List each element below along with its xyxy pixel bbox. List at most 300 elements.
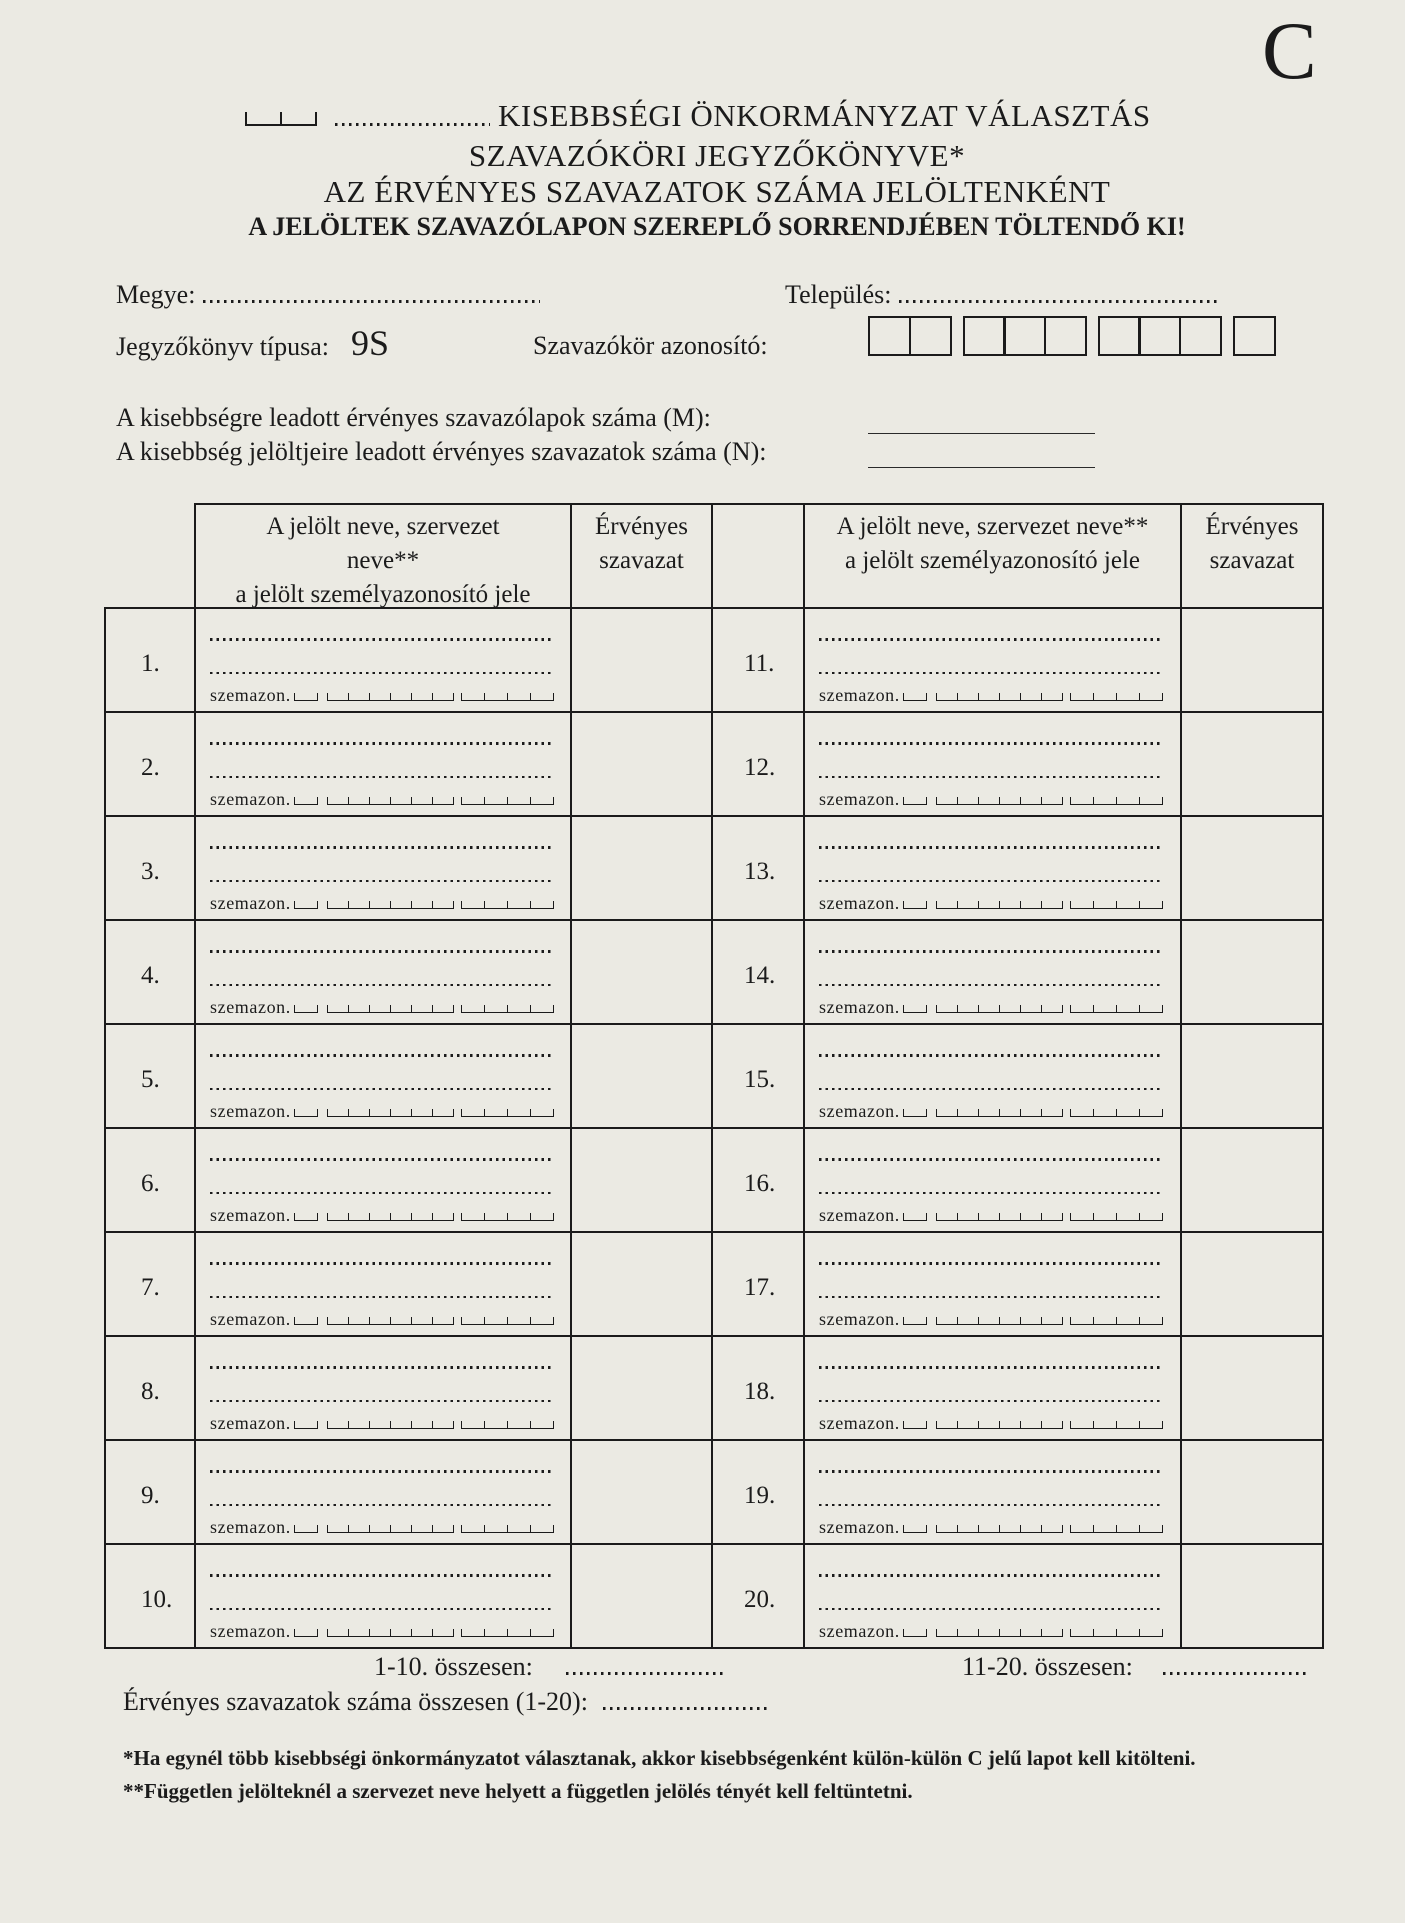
footnote-2: **Független jelölteknél a szervezet neve helyett a független jelölés tényét kell feltüntetni. [123, 1779, 913, 1803]
candidate-fill [805, 1233, 1180, 1331]
id-digit-box [530, 1525, 554, 1533]
id-digit-box [936, 1005, 957, 1013]
id-digit-box [432, 1005, 454, 1013]
header-spacer [105, 504, 195, 608]
id-digit-box [1070, 1213, 1093, 1221]
candidate-fill [196, 817, 570, 915]
id-digit-box [1093, 797, 1116, 805]
name-fill-line [819, 1296, 1162, 1299]
county-fill-dots [203, 300, 540, 303]
id-digit-box [411, 1109, 432, 1117]
candidate-fill [196, 1441, 570, 1539]
header-line: A jelölt neve, szervezet [266, 513, 500, 540]
personal-id-label: szemazon. [210, 1621, 291, 1641]
personal-id-boxes [294, 1421, 318, 1429]
id-digit-box [978, 1317, 999, 1325]
district-id-group [1233, 316, 1276, 356]
id-digit-box [957, 1629, 978, 1637]
candidate-fill [805, 817, 1180, 915]
id-digit-box [1093, 901, 1116, 909]
digit-box [1003, 316, 1046, 356]
id-digit-box [294, 693, 318, 701]
personal-id-label: szemazon. [819, 1413, 900, 1433]
header-line: Érvényes [594, 513, 689, 540]
name-fill-line [210, 1574, 552, 1577]
id-digit-box [432, 901, 454, 909]
row-number: 8. [141, 1378, 160, 1405]
name-fill-line [819, 672, 1162, 675]
row-number-cell [105, 816, 195, 920]
digit-box [1179, 316, 1222, 356]
personal-id-row [210, 1205, 552, 1225]
header-votes-left [571, 504, 712, 608]
id-digit-box [1139, 1005, 1163, 1013]
id-digit-box [1139, 1317, 1163, 1325]
district-id-field [533, 326, 768, 366]
personal-id-boxes [1070, 1525, 1163, 1533]
personal-id-boxes [294, 1525, 318, 1533]
personal-id-boxes [294, 1109, 318, 1117]
valid-votes-cell [571, 816, 712, 920]
id-digit-box [936, 1213, 957, 1221]
row-number-cell [712, 816, 804, 920]
id-digit-box [369, 1421, 390, 1429]
id-digit-box [957, 1525, 978, 1533]
digit-box [1044, 316, 1087, 356]
id-digit-box [327, 901, 348, 909]
id-digit-box [903, 1421, 927, 1429]
candidate-fill [805, 609, 1180, 707]
candidate-fill [805, 1545, 1180, 1643]
id-digit-box [1041, 693, 1063, 701]
id-digit-box [1020, 1525, 1041, 1533]
candidate-fill [196, 1545, 570, 1643]
name-fill-line [819, 846, 1162, 849]
id-digit-box [461, 1421, 484, 1429]
record-type-field [116, 323, 389, 367]
candidate-cell [804, 1128, 1181, 1232]
name-fill-line [210, 984, 552, 987]
row-number-cell [105, 1024, 195, 1128]
personal-id-boxes [936, 1109, 1063, 1117]
valid-votes-cell [1181, 816, 1323, 920]
id-digit-box [369, 1525, 390, 1533]
candidate-fill [805, 713, 1180, 811]
table-row [105, 816, 1323, 920]
id-digit-box [1093, 1525, 1116, 1533]
id-digit-box [507, 1109, 530, 1117]
id-digit-box [461, 1317, 484, 1325]
id-digit-box [936, 1109, 957, 1117]
id-digit-box [903, 1213, 927, 1221]
personal-id-row [210, 997, 552, 1017]
name-fill-line [819, 1054, 1162, 1057]
id-digit-box [484, 901, 507, 909]
id-digit-box [432, 693, 454, 701]
id-digit-box [999, 1525, 1020, 1533]
id-digit-box [1070, 1109, 1093, 1117]
personal-id-row [819, 1413, 1162, 1433]
candidate-cell [804, 1232, 1181, 1336]
name-fill-line [819, 984, 1162, 987]
personal-id-label: szemazon. [210, 997, 291, 1017]
id-digit-box [411, 1317, 432, 1325]
id-digit-box [294, 797, 318, 805]
id-digit-box [369, 1317, 390, 1325]
table-row [105, 1128, 1323, 1232]
id-digit-box [978, 1421, 999, 1429]
personal-id-row [210, 1517, 552, 1537]
header-line: A jelölt neve, szervezet neve** [836, 513, 1149, 540]
personal-id-boxes [936, 901, 1063, 909]
id-digit-box [411, 901, 432, 909]
row-number-cell [712, 712, 804, 816]
name-fill-line [819, 1158, 1162, 1161]
row-number-cell [105, 1544, 195, 1648]
personal-id-boxes [327, 1109, 454, 1117]
district-id-group [963, 316, 1087, 356]
row-number: 11. [744, 650, 775, 677]
id-digit-box [432, 797, 454, 805]
id-digit-box [348, 1005, 369, 1013]
candidate-cell [195, 816, 571, 920]
id-digit-box [390, 1421, 411, 1429]
id-digit-box [348, 1317, 369, 1325]
id-digit-box [957, 1317, 978, 1325]
personal-id-label: szemazon. [210, 1101, 291, 1121]
id-digit-box [390, 1005, 411, 1013]
name-fill-line [210, 672, 552, 675]
candidate-fill [196, 921, 570, 1019]
id-digit-box [294, 901, 318, 909]
id-digit-box [957, 1109, 978, 1117]
id-digit-box [1070, 1421, 1093, 1429]
personal-id-boxes [327, 797, 454, 805]
name-fill-line [819, 1088, 1162, 1091]
personal-id-boxes [327, 1213, 454, 1221]
id-digit-box [999, 1317, 1020, 1325]
id-digit-box [369, 693, 390, 701]
digit-box [1138, 316, 1181, 356]
id-digit-box [1070, 1005, 1093, 1013]
row-number-cell [712, 1232, 804, 1336]
id-digit-box [369, 1213, 390, 1221]
candidate-cell [804, 1024, 1181, 1128]
candidate-cell [804, 712, 1181, 816]
row-number-cell [105, 1440, 195, 1544]
id-digit-box [411, 1005, 432, 1013]
personal-id-boxes [294, 797, 318, 805]
name-fill-line [819, 1366, 1162, 1369]
id-digit-box [507, 1213, 530, 1221]
name-fill-line [210, 1158, 552, 1161]
id-digit-box [484, 1213, 507, 1221]
id-digit-box [1116, 1421, 1139, 1429]
personal-id-boxes [1070, 1005, 1163, 1013]
name-fill-line [819, 1608, 1162, 1611]
id-digit-box [1070, 1629, 1093, 1637]
id-digit-box [432, 1213, 454, 1221]
id-digit-box [348, 1525, 369, 1533]
row-number: 16. [744, 1170, 776, 1197]
id-digit-box [327, 693, 348, 701]
personal-id-label: szemazon. [210, 685, 291, 705]
id-digit-box [1139, 901, 1163, 909]
personal-id-row [210, 893, 552, 913]
record-type-value: 9S [351, 323, 390, 363]
personal-id-boxes [327, 901, 454, 909]
grand-total [123, 1687, 770, 1717]
district-id-boxes [868, 316, 1276, 356]
code-boxes [245, 112, 317, 126]
id-digit-box [1041, 1109, 1063, 1117]
candidate-fill [805, 1129, 1180, 1227]
valid-votes-cell [1181, 1024, 1323, 1128]
id-digit-box [1139, 797, 1163, 805]
candidate-fill [196, 1025, 570, 1123]
table-row [105, 712, 1323, 816]
title-text-1: KISEBBSÉGI ÖNKORMÁNYZAT VÁLASZTÁS [498, 98, 1151, 133]
row-number: 3. [141, 858, 160, 885]
id-digit-box [1116, 797, 1139, 805]
id-digit-box [1070, 797, 1093, 805]
valid-votes-cell [1181, 1544, 1323, 1648]
personal-id-label: szemazon. [819, 1621, 900, 1641]
personal-id-boxes [294, 1317, 318, 1325]
personal-id-boxes [903, 1109, 927, 1117]
row-number: 20. [744, 1586, 776, 1613]
form-letter: C [1262, 5, 1317, 96]
id-digit-box [507, 1525, 530, 1533]
id-digit-box [936, 1525, 957, 1533]
personal-id-boxes [936, 1421, 1063, 1429]
id-digit-box [507, 797, 530, 805]
candidate-fill [196, 609, 570, 707]
id-digit-box [461, 901, 484, 909]
valid-votes-cell [571, 1544, 712, 1648]
district-id-group [868, 316, 952, 356]
table-row [105, 1440, 1323, 1544]
candidate-cell [804, 1336, 1181, 1440]
id-digit-box [1020, 1421, 1041, 1429]
id-digit-box [957, 693, 978, 701]
row-number: 9. [141, 1482, 160, 1509]
subtotal-11-20-label: 11-20. összesen: [962, 1652, 1133, 1681]
row-number-cell [105, 1128, 195, 1232]
personal-id-boxes [461, 693, 554, 701]
personal-id-boxes [1070, 1109, 1163, 1117]
personal-id-boxes [461, 1005, 554, 1013]
personal-id-label: szemazon. [819, 685, 900, 705]
subtotal-11-20 [962, 1652, 1309, 1682]
id-digit-box [484, 1109, 507, 1117]
table-row [105, 1232, 1323, 1336]
row-number-cell [105, 920, 195, 1024]
title-line-3: AZ ÉRVÉNYES SZAVAZATOK SZÁMA JELÖLTENKÉNT [323, 174, 1111, 209]
id-digit-box [411, 797, 432, 805]
id-digit-box [484, 1317, 507, 1325]
county-field [116, 280, 540, 310]
candidate-cell [195, 920, 571, 1024]
id-digit-box [978, 693, 999, 701]
personal-id-boxes [936, 797, 1063, 805]
candidate-cell [195, 1336, 571, 1440]
id-digit-box [1070, 693, 1093, 701]
id-digit-box [484, 1525, 507, 1533]
id-digit-box [1041, 1629, 1063, 1637]
personal-id-row [210, 685, 552, 705]
personal-id-boxes [327, 1525, 454, 1533]
name-fill-line [210, 1400, 552, 1403]
id-digit-box [1093, 1213, 1116, 1221]
id-digit-box [957, 901, 978, 909]
id-digit-box [530, 1317, 554, 1325]
digit-box [1233, 316, 1276, 356]
personal-id-row [819, 685, 1162, 705]
valid-votes-cell [571, 1336, 712, 1440]
personal-id-boxes [461, 1317, 554, 1325]
candidate-fill [196, 1233, 570, 1331]
id-digit-box [507, 1317, 530, 1325]
id-digit-box [1041, 1525, 1063, 1533]
id-digit-box [327, 1421, 348, 1429]
personal-id-boxes [903, 693, 927, 701]
id-digit-box [1020, 1005, 1041, 1013]
name-fill-line [210, 1296, 552, 1299]
id-digit-box [903, 693, 927, 701]
row-number-cell [712, 1544, 804, 1648]
personal-id-boxes [327, 1317, 454, 1325]
personal-id-boxes [1070, 693, 1163, 701]
personal-id-boxes [1070, 1213, 1163, 1221]
id-digit-box [390, 901, 411, 909]
personal-id-boxes [903, 1421, 927, 1429]
personal-id-label: szemazon. [210, 893, 291, 913]
id-digit-box [936, 1421, 957, 1429]
header-candidate-right [804, 504, 1181, 608]
valid-votes-cell [571, 1024, 712, 1128]
row-number: 18. [744, 1378, 776, 1405]
row-number: 14. [744, 962, 776, 989]
personal-id-label: szemazon. [819, 1205, 900, 1225]
candidate-cell [195, 608, 571, 712]
personal-id-row [819, 1101, 1162, 1121]
id-digit-box [999, 1005, 1020, 1013]
id-digit-box [327, 1109, 348, 1117]
name-fill-line [210, 846, 552, 849]
id-digit-box [411, 1421, 432, 1429]
header-line: a jelölt személyazonosító jele [235, 581, 531, 608]
district-id-label: Szavazókör azonosító: [533, 331, 768, 360]
id-digit-box [978, 1213, 999, 1221]
id-digit-box [327, 1213, 348, 1221]
personal-id-label: szemazon. [819, 893, 900, 913]
id-digit-box [484, 1629, 507, 1637]
votes-count-line [868, 467, 1095, 468]
candidate-cell [195, 1024, 571, 1128]
candidate-cell [195, 712, 571, 816]
id-digit-box [1139, 1109, 1163, 1117]
id-digit-box [390, 1109, 411, 1117]
valid-votes-cell [1181, 1232, 1323, 1336]
personal-id-boxes [903, 1629, 927, 1637]
candidate-cell [804, 608, 1181, 712]
ballots-count-label: A kisebbségre leadott érvényes szavazólapok száma (M): [116, 403, 711, 432]
personal-id-boxes [903, 1317, 927, 1325]
table-row [105, 608, 1323, 712]
id-digit-box [432, 1109, 454, 1117]
name-fill-line [819, 1400, 1162, 1403]
grand-total-label: Érvényes szavazatok száma összesen (1-20): [123, 1687, 588, 1716]
name-fill-line [819, 1504, 1162, 1507]
personal-id-boxes [461, 901, 554, 909]
id-digit-box [294, 1213, 318, 1221]
row-number: 12. [744, 754, 776, 781]
id-digit-box [936, 901, 957, 909]
personal-id-boxes [936, 1629, 1063, 1637]
personal-id-boxes [936, 693, 1063, 701]
title-line-1 [245, 98, 1151, 134]
personal-id-row [210, 1309, 552, 1329]
valid-votes-cell [571, 1440, 712, 1544]
personal-id-label: szemazon. [819, 1309, 900, 1329]
table-header-row [105, 504, 1323, 608]
valid-votes-cell [1181, 920, 1323, 1024]
id-digit-box [530, 1213, 554, 1221]
row-number: 19. [744, 1482, 776, 1509]
table-row [105, 1336, 1323, 1440]
row-number-cell [105, 608, 195, 712]
personal-id-row [210, 1413, 552, 1433]
personal-id-boxes [903, 1525, 927, 1533]
valid-votes-cell [571, 1128, 712, 1232]
name-fill-line [819, 950, 1162, 953]
id-digit-box [936, 797, 957, 805]
id-digit-box [978, 797, 999, 805]
id-digit-box [1139, 693, 1163, 701]
personal-id-boxes [1070, 1317, 1163, 1325]
subtotal-1-10 [374, 1652, 723, 1682]
row-number-cell [712, 1336, 804, 1440]
id-digit-box [530, 901, 554, 909]
id-digit-box [978, 1525, 999, 1533]
id-digit-box [369, 1629, 390, 1637]
id-digit-box [1116, 693, 1139, 701]
id-digit-box [348, 1213, 369, 1221]
name-fill-line [819, 1192, 1162, 1195]
row-number-cell [712, 1128, 804, 1232]
id-digit-box [507, 901, 530, 909]
id-digit-box [294, 1109, 318, 1117]
id-digit-box [1139, 1525, 1163, 1533]
personal-id-boxes [1070, 1629, 1163, 1637]
id-digit-box [1041, 1213, 1063, 1221]
header-line: neve** [346, 547, 420, 574]
header-line: szavazat [1209, 547, 1295, 574]
subtotal-1-10-label: 1-10. összesen: [374, 1652, 533, 1681]
row-number: 5. [141, 1066, 160, 1093]
id-digit-box [1116, 1317, 1139, 1325]
id-digit-box [507, 1005, 530, 1013]
personal-id-boxes [294, 1005, 318, 1013]
personal-id-label: szemazon. [819, 1101, 900, 1121]
id-digit-box [348, 1109, 369, 1117]
id-digit-box [461, 1005, 484, 1013]
id-digit-box [461, 1213, 484, 1221]
personal-id-row [210, 1621, 552, 1641]
id-digit-box [507, 693, 530, 701]
id-digit-box [1020, 1317, 1041, 1325]
